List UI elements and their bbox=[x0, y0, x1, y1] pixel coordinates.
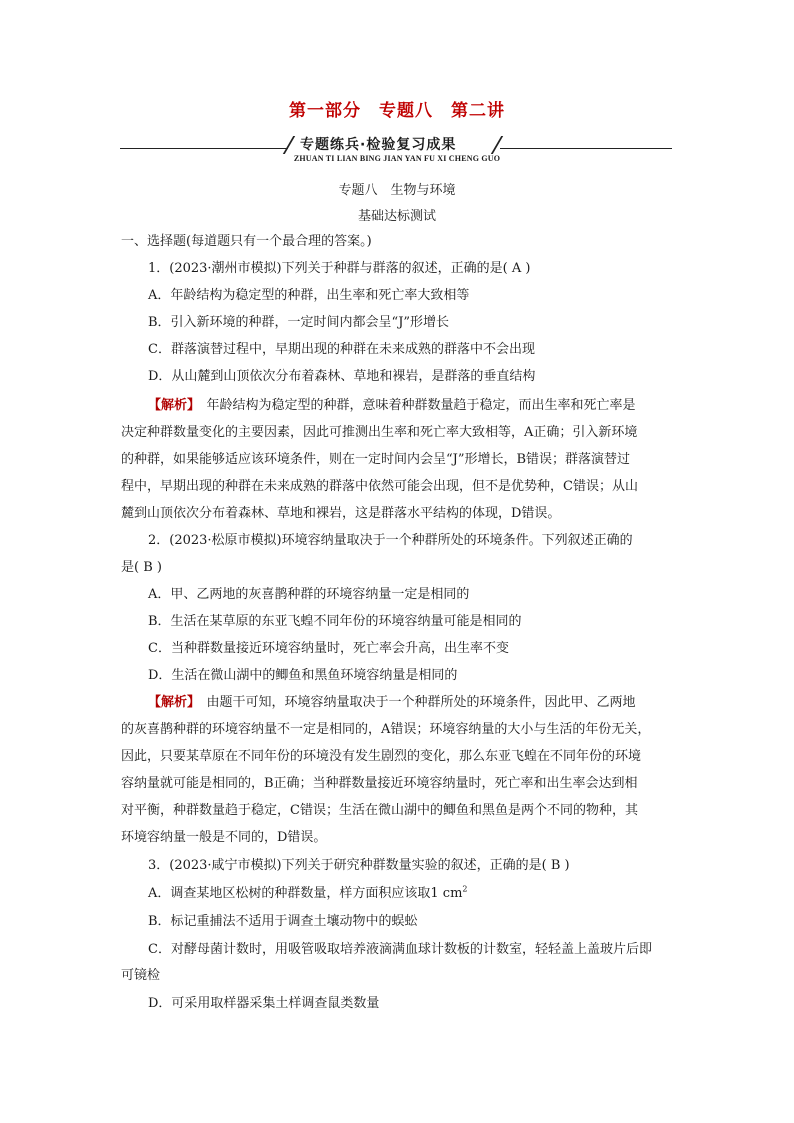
explanation-line: 决定种群数量变化的主要因素，因此可推测出生率和死亡率大致相等，A正确；引入新环境 bbox=[121, 425, 638, 440]
explanation-text: 年龄结构为稳定型的种群，意味着种群数量趋于稳定，而出生率和死亡率是 bbox=[193, 398, 636, 413]
banner-rule-right bbox=[500, 148, 672, 149]
banner-slash-right bbox=[491, 136, 503, 154]
option-d: D．从山麓到山顶依次分布着森林、草地和裸岩，是群落的垂直结构 bbox=[148, 369, 536, 384]
test-title: 基础达标测试 bbox=[357, 209, 436, 224]
banner-pinyin: ZHUAN TI LIAN BING JIAN YAN FU XI CHENG GUO bbox=[293, 154, 501, 163]
option-a: A．年龄结构为稳定型的种群，出生率和死亡率大致相等 bbox=[148, 288, 470, 303]
option-d: D．生活在微山湖中的鲫鱼和黑鱼环境容纳量是相同的 bbox=[148, 668, 458, 683]
explanation-line: 环境容纳量一般是不同的，D错误。 bbox=[121, 830, 327, 845]
explanation-line: 的种群，如果能够适应该环境条件，则在一定时间内会呈“J”形增长，B错误；群落演替过 bbox=[121, 452, 631, 467]
topic-title: 专题八 生物与环境 bbox=[338, 183, 456, 198]
option-c: C．群落演替过程中，早期出现的种群在未来成熟的群落中不会出现 bbox=[148, 342, 535, 357]
option-d: D．可采用取样器采集土样调查鼠类数量 bbox=[148, 996, 380, 1011]
question-stem: 1．(2023·潮州市模拟)下列关于种群与群落的叙述，正确的是( A ) bbox=[148, 261, 531, 276]
explanation-line: 因此，只要某草原在不同年份的环境没有发生剧烈的变化，那么东亚飞蝗在不同年份的环境 bbox=[121, 749, 642, 764]
option-c-continued: 可镜检 bbox=[121, 968, 161, 983]
option-a-text: A．调查某地区松树的种群数量，样方面积应该取1 cm bbox=[148, 886, 463, 901]
superscript: 2 bbox=[462, 884, 468, 894]
section-heading: 一、选择题(每道题只有一个最合理的答案。) bbox=[121, 234, 372, 249]
explanation-line: 对平衡，种群数量趋于稳定，C错误；生活在微山湖中的鲫鱼和黑鱼是两个不同的物种，其 bbox=[121, 803, 638, 818]
explanation-tag: 【解析】 bbox=[148, 695, 194, 710]
option-a bbox=[148, 882, 468, 901]
question-stem: 3．(2023·咸宁市模拟)下列关于研究种群数量实验的叙述，正确的是( B ) bbox=[148, 858, 570, 873]
explanation-line: 麓到山顶依次分布着森林、草地和裸岩，这是群落水平结构的体现，D错误。 bbox=[121, 506, 561, 521]
explanation-line: 容纳量就可能是相同的，B正确；当种群数量接近环境容纳量时，死亡率和出生率会达到相 bbox=[121, 776, 638, 791]
banner-title: 专题练兵·检验复习成果 bbox=[300, 137, 457, 153]
option-b: B．生活在某草原的东亚飞蝗不同年份的环境容纳量可能是相同的 bbox=[148, 614, 522, 629]
option-b: B．引入新环境的种群，一定时间内都会呈“J”形增长 bbox=[148, 315, 450, 330]
option-a: A．甲、乙两地的灰喜鹊种群的环境容纳量一定是相同的 bbox=[148, 587, 470, 602]
option-b: B．标记重捕法不适用于调查土壤动物中的蜈蚣 bbox=[148, 914, 418, 929]
option-c: C．当种群数量接近环境容纳量时，死亡率会升高，出生率不变 bbox=[148, 641, 509, 656]
explanation-line bbox=[148, 394, 636, 413]
question-stem: 是( B ) bbox=[121, 560, 162, 575]
option-c: C．对酵母菌计数时，用吸管吸取培养液滴满血球计数板的计数室，轻轻盖上盖玻片后即 bbox=[148, 942, 652, 957]
explanation-line: 的灰喜鹊种群的环境容纳量不一定是相同的，A错误；环境容纳量的大小与生活的年份无关， bbox=[121, 722, 651, 737]
banner-rule-left bbox=[120, 148, 288, 149]
explanation-tag: 【解析】 bbox=[148, 398, 194, 413]
explanation-line bbox=[148, 691, 636, 710]
explanation-line: 程中，早期出现的种群在未来成熟的群落中依然可能会出现，但不是优势种，C错误；从山 bbox=[121, 479, 638, 494]
banner-slash-left bbox=[283, 136, 295, 154]
page-title: 第一部分 专题八 第二讲 bbox=[289, 101, 505, 121]
explanation-text: 由题干可知，环境容纳量取决于一个种群所处的环境条件，因此甲、乙两地 bbox=[193, 695, 636, 710]
question-stem: 2．(2023·松原市模拟)环境容纳量取决于一个种群所处的环境条件。下列叙述正确的 bbox=[148, 533, 633, 548]
